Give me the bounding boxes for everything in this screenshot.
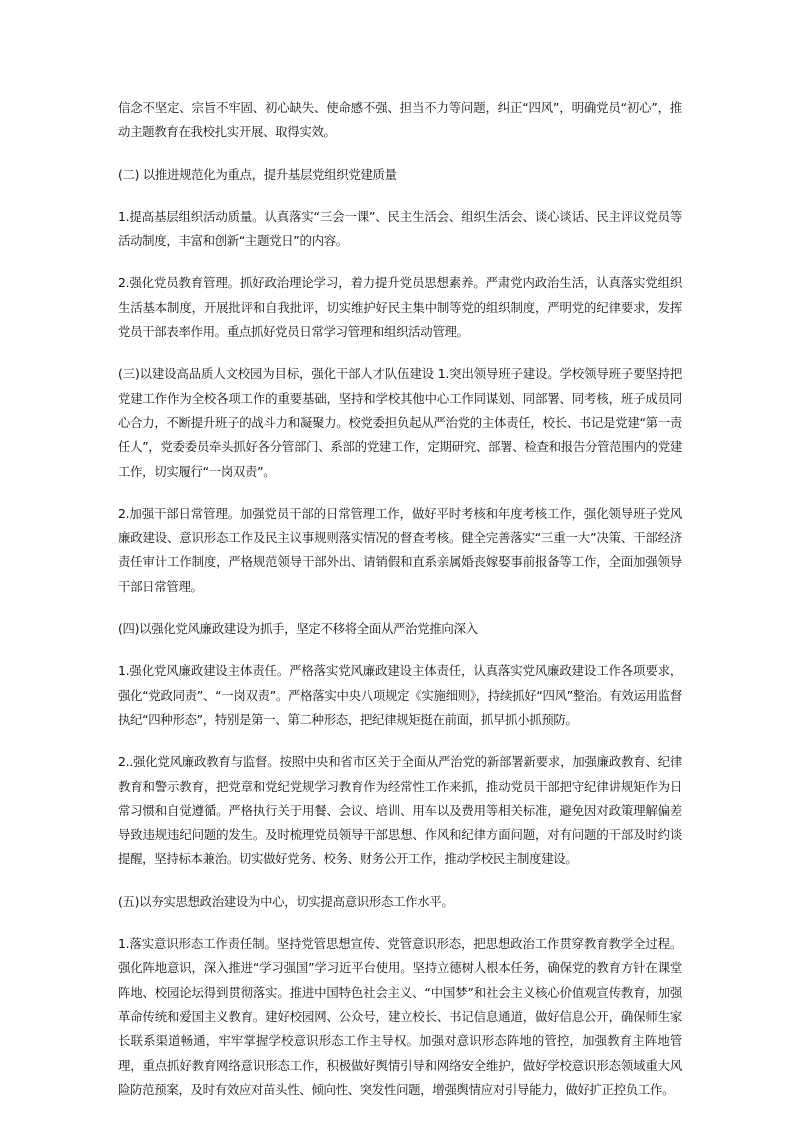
paragraph-4-1: 1.强化党风廉政建设主体责任。严格落实党风廉政建设主体责任，认真落实党风廉政建设工作各项要求，强化“党政同责”、“一岗双责”。严格落实中央八项规定《实施细则》，持续抓好“四风”整治。有效运用监督执纪“四种形态”，特别是第一、第二种形态，把纪律规矩挺在前面，抓早抓小抓预防。 [118,663,682,727]
paragraph-4-2: 2..强化党风廉政教育与监督。按照中央和省市区关于全面从严治党的新部署新要求，加强廉政教育、纪律教育和警示教育，把党章和党纪党规学习教育作为经常性工作来抓，推动党员干部把守纪律讲规矩作为日常习惯和自觉遵循。严格执行关于用餐、会议、培训、用车以及费用等相关标准，避免因对政策理解偏差导致违规违纪问题的发生。及时梳理党员领导干部思想、作风和纪律方面问题，对有问题的干部及时约谈提醒，坚持标本兼治。切实做好党务、校务、财务公开工作，推动学校民主制度建设。 [118,754,682,867]
section-heading-4: (四)以强化党风廉政建设为抓手，坚定不移将全面从严治党推向深入 [118,621,478,637]
paragraph-3-2: 2.加强干部日常管理。加强党员干部的日常管理工作，做好平时考核和年度考核工作，强化领导班子党风廉政建设、意识形态工作及民主议事规则落实情况的督查考核。健全完善落实“三重一大”决策、干部经济责任审计工作制度，严格规范领导干部外出、请销假和直系亲属婚丧嫁娶事前报备等工作，全面加强领导干部日常管理。 [118,505,682,594]
document-body [118,96,682,1120]
paragraph-intro-continuation: 信念不坚定、宗旨不牢固、初心缺失、使命感不强、担当不力等问题，纠正“四风”，明确党员“初心”，推动主题教育在我校扎实开展、取得实效。 [118,100,682,140]
paragraph-2-1: 1.提高基层组织活动质量。认真落实“三会一课”、民主生活会、组织生活会、谈心谈话、民主评议党员等活动制度，丰富和创新“主题党日”的内容。 [118,208,682,249]
paragraph-3-1: (三)以建设高品质人文校园为目标，强化干部人才队伍建设 1.突出领导班子建设。学校领导班子要坚持把党建工作作为全校各项工作的重要基础，坚持和学校其他中心工作同谋划、同部署、同考核，班子成员同心合力，不断提升班子的战斗力和凝聚力。校党委担负起从严治党的主体责任，校长、书记是党建“第一责任人”，党委委员牵头抓好各分管部门、系部的党建工作，定期研究、部署、检查和报告分管范围内的党建工作，切实履行“一岗双责”。 [118,366,682,479]
section-heading-5: (五)以夯实思想政治建设为中心，切实提高意识形态工作水平。 [118,893,454,909]
section-heading-2: (二) 以推进规范化为重点，提升基层党组织党建质量 [118,166,397,182]
paragraph-5-1: 1.落实意识形态工作责任制。坚持党管思想宣传、党管意识形态，把思想政治工作贯穿教育教学全过程。强化阵地意识，深入推进“学习强国”学习近平台使用。坚持立德树人根本任务，确保党的教育方针在课堂阵地、校园论坛得到贯彻落实。推进中国特色社会主义、“中国梦”和社会主义核心价值观宣传教育，加强革命传统和爱国主义教育。建好校园网、公众号，建立校长、书记信息通道，做好信息公开，确保师生家长联系渠道畅通，牢牢掌握学校意识形态工作主导权。加强对意识形态阵地的管控，加强教育主阵地管理，重点抓好教育网络意识形态工作，积极做好舆情引导和网络安全维护，做好学校意识形态领域重大风险防范预案，及时有效应对苗头性、倾向性、突发性问题，增强舆情应对引导能力，做好扩正控负工作。 [118,936,682,1097]
paragraph-2-2: 2.强化党员教育管理。抓好政治理论学习，着力提升党员思想素养。严肃党内政治生活，认真落实党组织生活基本制度，开展批评和自我批评，切实维护好民主集中制等党的组织制度，严明党的纪律要求，发挥党员干部表率作用。重点抓好党员日常学习管理和组织活动管理。 [118,275,682,340]
